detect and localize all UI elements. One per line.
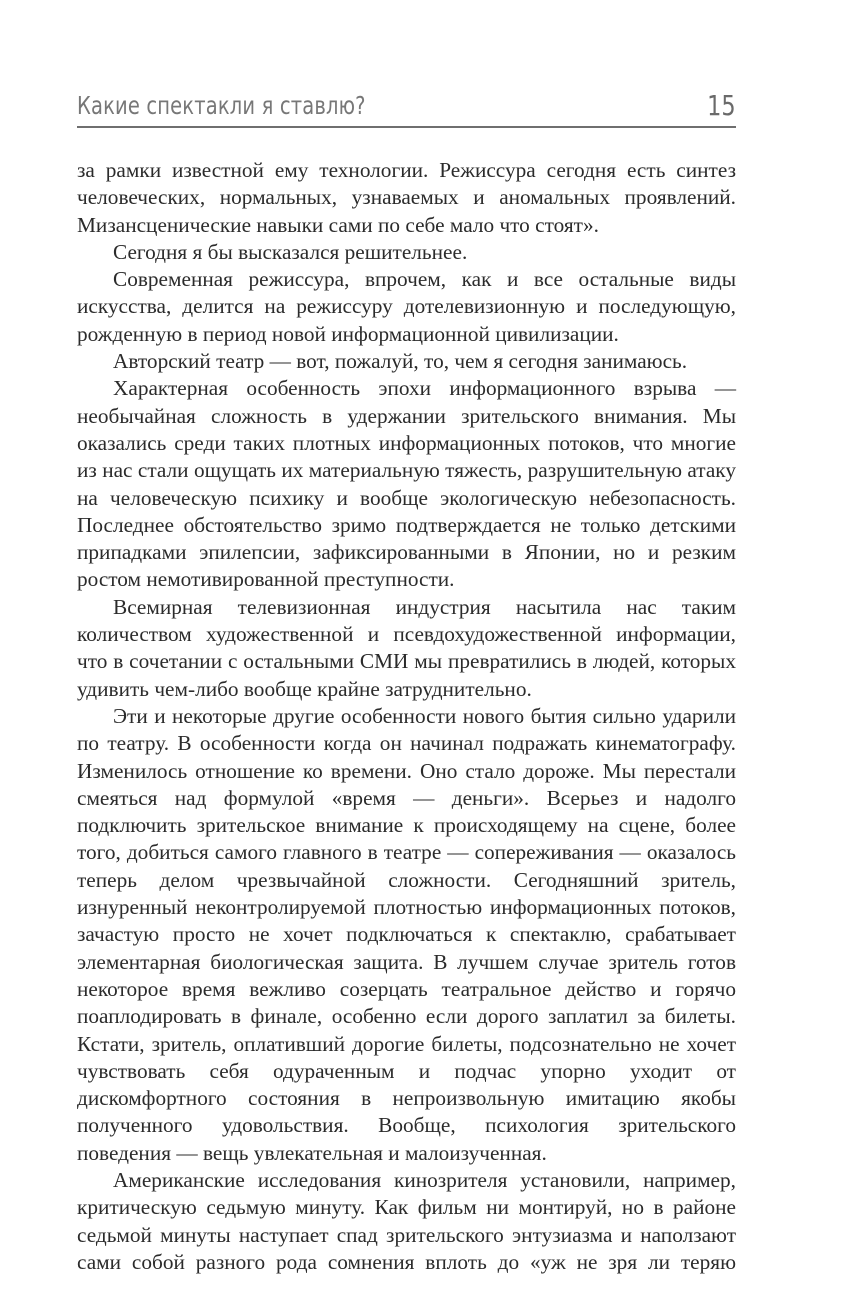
paragraph: Всемирная телевизионная индустрия насытила нас таким количеством художественной и псевдохудожественной информации, что в сочетании с остальными СМИ мы превратились в людей, которых удивить чем-либо вообще крайне затруднительно. [77, 594, 736, 701]
paragraph: Эти и некоторые другие особенности нового бытия сильно ударили по театру. В особенности когда он начинал подражать кинематографу. Изменилось отношение ко времени. Оно стало дороже. Мы перестали смеяться над формулой «время — деньги». Всерьез и надолго подключить зрительское внимание к происходящему на сцене, более того, добиться самого главного в театре — сопереживания — оказалось теперь делом чрезвычайной сложности. Сегодняшний зритель, изнуренный неконтролируемой плотностью информационных потоков, зачастую просто не хочет подключаться к спектаклю, срабатывает элементарная биологическая защита. В лучшем случае зритель готов некоторое время вежливо созерцать театральное действо и горячо поаплодировать в финале, особенно если дорого заплатил за билеты. Кстати, зритель, оплативший дорогие билеты, подсознательно не хочет чувствовать себя одураченным и подчас упорно уходит от дискомфортного состояния в непроизвольную имитацию якобы полученного удовольствия. Вообще, психология зрительского поведения — вещь увлекательная и малоизученная. [77, 703, 736, 1165]
running-title: Какие спектакли я ставлю? [77, 91, 366, 120]
page-number: 15 [707, 89, 736, 122]
paragraph: Авторский театр — вот, пожалуй, то, чем я сегодня занимаюсь. [113, 349, 688, 374]
paragraph: Современная режиссура, впрочем, как и все остальные виды искусства, делится на режиссуру дотелевизионную и последующую, рожденную в период новой информационной цивилизации. [77, 267, 736, 346]
paragraph: Сегодня я бы высказался решительнее. [113, 239, 468, 264]
paragraph-continuation: за рамки известной ему технологии. Режиссура сегодня есть синтез человеческих, нормальных, узнаваемых и аномальных проявлений. Мизансценические навыки сами по себе мало что стоят». [77, 158, 736, 237]
body-text [77, 157, 736, 1276]
paragraph: Характерная особенность эпохи информационного взрыва — необычайная сложность в удержании зрительского внимания. Мы оказались среди таких плотных информационных потоков, что многие из нас стали ощущать их материальную тяжесть, разрушительную атаку на человеческую психику и вообще экологическую небезопасность. Последнее обстоятельство зримо подтверждается не только детскими припадками эпилепсии, зафиксированными в Японии, но и резким ростом немотивированной преступности. [77, 376, 736, 592]
running-header [77, 84, 736, 128]
paragraph-truncated: Американские исследования кинозрителя установили, например, критическую седьмую минуту. Как фильм ни монтируй, но в районе седьмой минуты наступает спад зрительского энтузиазма и наползают сами собой разного рода сомнения вплоть до «уж не зря ли теряю [77, 1167, 736, 1274]
